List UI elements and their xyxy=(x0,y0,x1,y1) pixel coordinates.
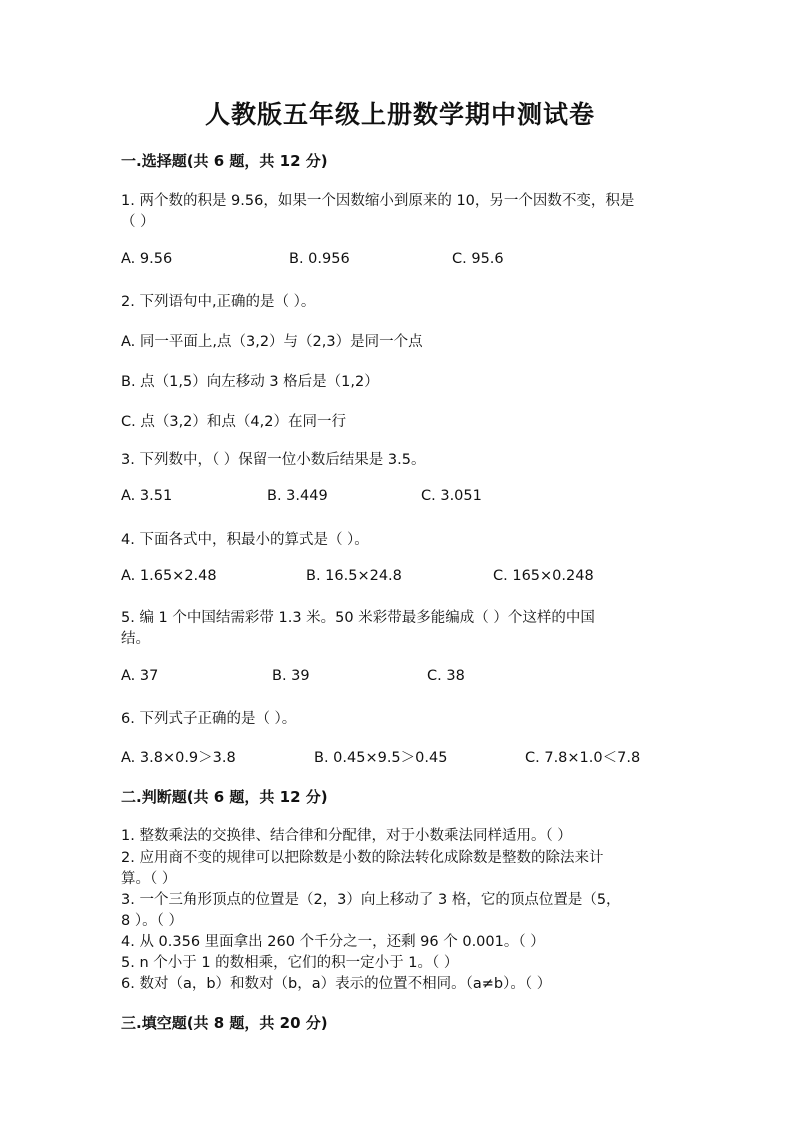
judge-line-3: 算。（ ） xyxy=(121,871,177,887)
question-2-text: 2. 下列语句中,正确的是（ ）。 xyxy=(121,294,316,310)
question-1-option-b: B. 0.956 xyxy=(289,251,350,267)
judge-line-1: 1. 整数乘法的交换律、结合律和分配律，对于小数乘法同样适用。（ ） xyxy=(121,828,572,844)
judge-line-8: 6. 数对（a，b）和数对（b，a）表示的位置不相同。（a≠b）。（ ） xyxy=(121,976,552,992)
question-4-option-b: B. 16.5×24.8 xyxy=(306,568,402,584)
question-1-text: 1. 两个数的积是 9.56，如果一个因数缩小到原来的 10，另一个因数不变，积是 xyxy=(121,193,635,209)
question-1-option-a: A. 9.56 xyxy=(121,251,173,267)
question-3-option-c: C. 3.051 xyxy=(421,488,482,504)
question-2-option-b: B. 点（1,5）向左移动 3 格后是（1,2） xyxy=(121,374,379,390)
question-6-option-b: B. 0.45×9.5＞0.45 xyxy=(314,750,448,766)
question-5-option-b: B. 39 xyxy=(272,668,310,684)
page-title: 人教版五年级上册数学期中测试卷 xyxy=(204,100,595,129)
question-2-option-a: A. 同一平面上,点（3,2）与（2,3）是同一个点 xyxy=(121,334,423,350)
question-3-text: 3. 下列数中，（ ）保留一位小数后结果是 3.5。 xyxy=(121,452,426,468)
question-5-option-a: A. 37 xyxy=(121,668,159,684)
judge-line-2: 2. 应用商不变的规律可以把除数是小数的除法转化成除数是整数的除法来计 xyxy=(121,850,604,866)
question-5-option-c: C. 38 xyxy=(427,668,465,684)
question-4-text: 4. 下面各式中，积最小的算式是（ ）。 xyxy=(121,532,369,548)
question-5-text: 5. 编 1 个中国结需彩带 1.3 米。50 米彩带最多能编成（ ）个这样的中国 xyxy=(121,610,595,626)
judge-line-4: 3. 一个三角形顶点的位置是（2，3）向上移动了 3 格，它的顶点位置是（5， xyxy=(121,892,621,908)
section-heading-fill-blank: 三.填空题(共 8 题，共 20 分) xyxy=(121,1014,328,1032)
judge-line-5: 8 ）。（ ） xyxy=(121,913,183,929)
question-5-text-cont: 结。 xyxy=(121,631,150,647)
judge-line-7: 5. n 个小于 1 的数相乘，它们的积一定小于 1。（ ） xyxy=(121,955,459,971)
question-6-text: 6. 下列式子正确的是（ ）。 xyxy=(121,711,297,727)
question-6-option-c: C. 7.8×1.0＜7.8 xyxy=(525,750,641,766)
question-6-option-a: A. 3.8×0.9＞3.8 xyxy=(121,750,236,766)
question-3-option-b: B. 3.449 xyxy=(267,488,328,504)
question-4-option-a: A. 1.65×2.48 xyxy=(121,568,217,584)
judge-line-6: 4. 从 0.356 里面拿出 260 个千分之一，还剩 96 个 0.001。（ ） xyxy=(121,934,545,950)
question-4-option-c: C. 165×0.248 xyxy=(493,568,594,584)
question-3-option-a: A. 3.51 xyxy=(121,488,173,504)
question-1-option-c: C. 95.6 xyxy=(452,251,504,267)
question-2-option-c: C. 点（3,2）和点（4,2）在同一行 xyxy=(121,414,346,430)
question-1-text-cont: （ ） xyxy=(121,214,155,230)
section-heading-choice: 一.选择题(共 6 题，共 12 分) xyxy=(121,152,328,170)
section-heading-true-false: 二.判断题(共 6 题，共 12 分) xyxy=(121,788,328,806)
